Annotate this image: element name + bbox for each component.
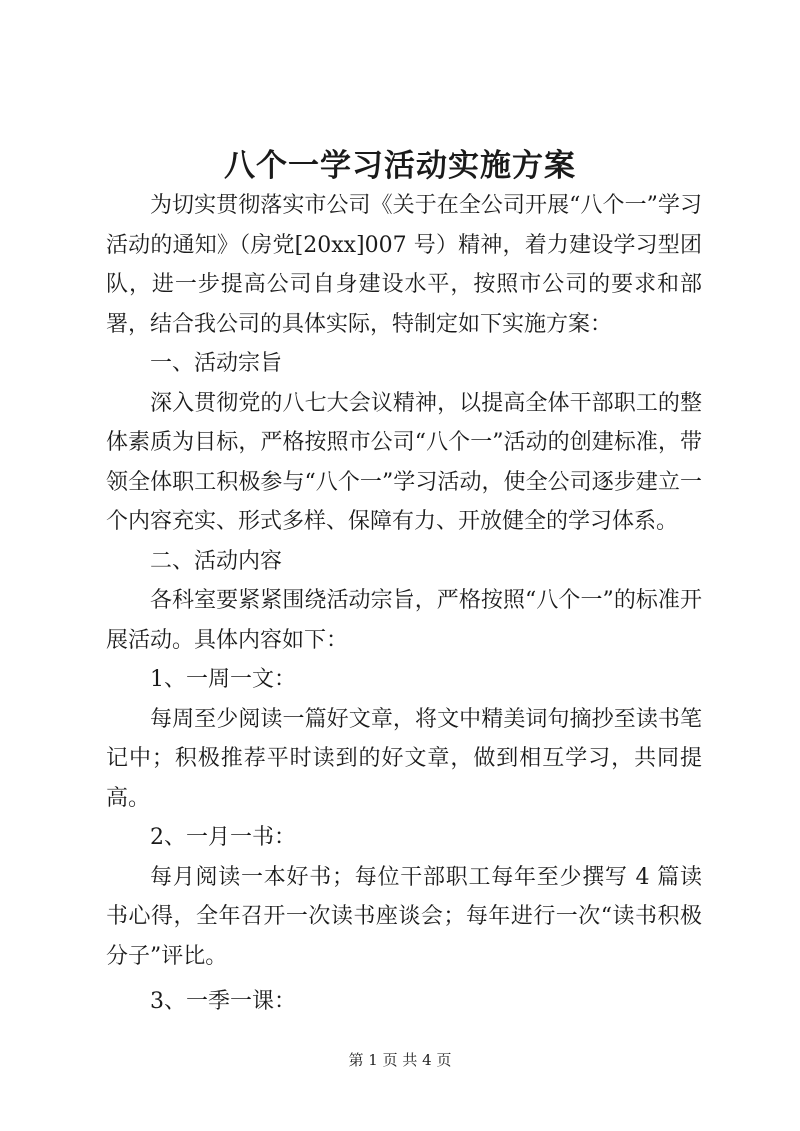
- section-heading-content: 二、活动内容: [150, 548, 283, 574]
- paragraph-intro: 为切实贯彻落实市公司《关于在全公司开展“八个一”学习活动的通知》（房党[20xx]007 号）精神，着力建设学习型团队，进一步提高公司自身建设水平，按照市公司的要求和部署，结合我公司的具体实际，特制定如下实施方案：: [106, 193, 702, 337]
- paragraph-content-intro: 各科室要紧紧围绕活动宗旨，严格按照“八个一”的标准开展活动。具体内容如下：: [106, 588, 702, 653]
- paragraph-weekly: 每周至少阅读一篇好文章，将文中精美词句摘抄至读书笔记中；积极推荐平时读到的好文章，做到相互学习，共同提高。: [106, 706, 702, 811]
- paragraph-purpose: 深入贯彻党的八七大会议精神，以提高全体干部职工的整体素质为目标，严格按照市公司“八个一”活动的创建标准，带领全体职工积极参与“八个一”学习活动，使全公司逐步建立一个内容充实、形式多样、保障有力、开放健全的学习体系。: [106, 390, 702, 534]
- item-heading-monthly: 2、一月一书：: [150, 825, 296, 850]
- document-body: [106, 186, 702, 1022]
- item-heading-quarterly: 3、一季一课：: [150, 989, 296, 1014]
- paragraph-monthly: 每月阅读一本好书；每位干部职工每年至少撰写 4 篇读书心得，全年召开一次读书座谈会；每年进行一次“读书积极分子”评比。: [106, 864, 702, 969]
- page-footer: 第 1 页 共 4 页: [348, 1051, 452, 1069]
- document-title: 八个一学习活动实施方案: [224, 148, 576, 184]
- section-heading-purpose: 一、活动宗旨: [150, 351, 283, 376]
- item-heading-weekly: 1、一周一文：: [150, 667, 296, 692]
